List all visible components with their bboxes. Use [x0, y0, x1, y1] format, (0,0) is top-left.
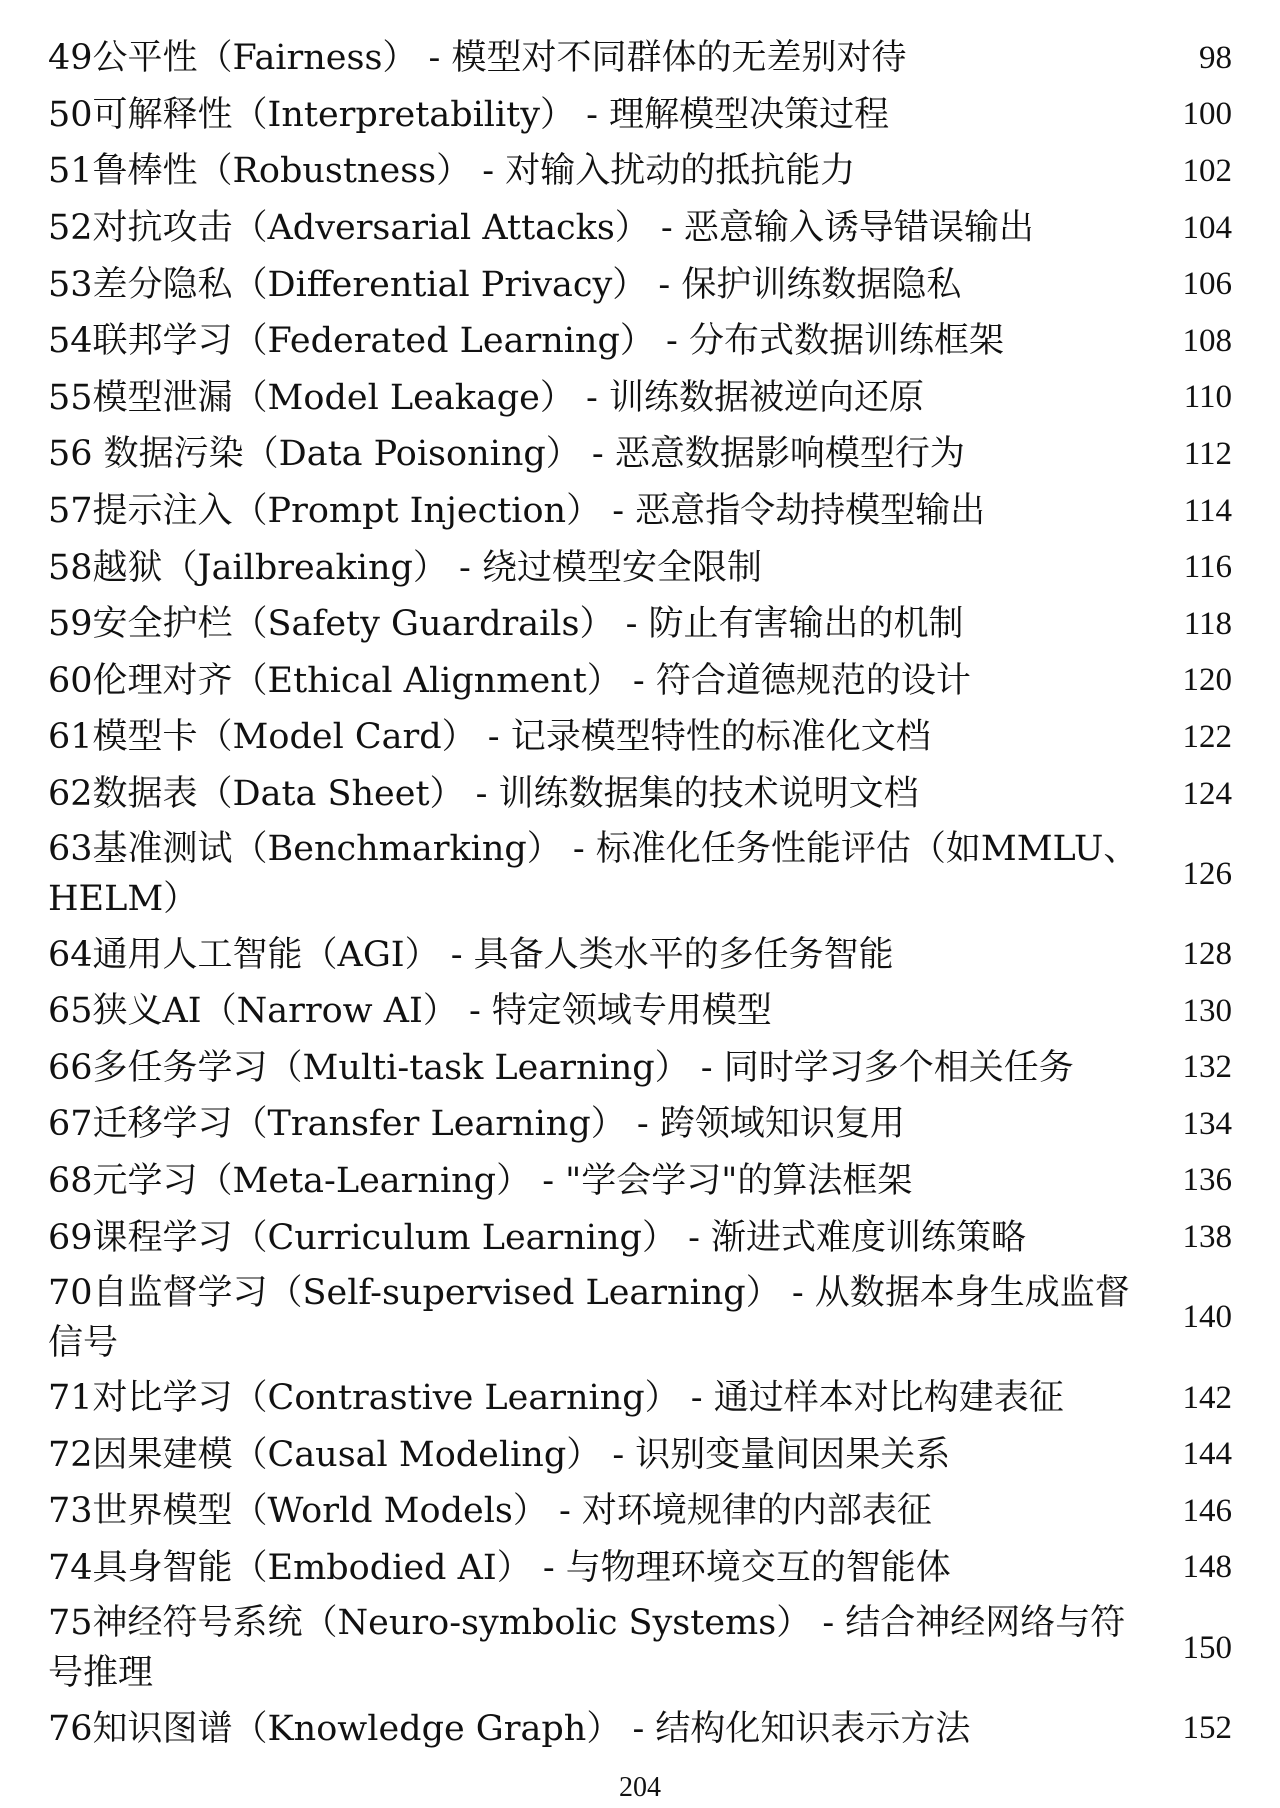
toc-entry-text: 68元学习（Meta-Learning） - "学会学习"的算法框架	[48, 1160, 913, 1201]
toc-entry-text: 66多任务学习（Multi-task Learning） - 同时学习多个相关任务	[48, 1047, 1074, 1088]
toc-entry-text: 76知识图谱（Knowledge Graph） - 结构化知识表示方法	[48, 1708, 971, 1749]
toc-entry-text: 72因果建模（Causal Modeling） - 识别变量间因果关系	[48, 1434, 951, 1475]
toc-entry-page: 100	[1182, 96, 1232, 133]
toc-entry	[48, 822, 1232, 926]
toc-entry	[48, 1540, 1232, 1597]
toc-entry-text: 50可解释性（Interpretability） - 理解模型决策过程	[48, 94, 890, 135]
toc-entry-text: 71对比学习（Contrastive Learning） - 通过样本对比构建表征	[48, 1378, 1064, 1419]
toc-entry-page: 138	[1182, 1219, 1232, 1256]
toc-entry-text: 67迁移学习（Transfer Learning） - 跨领域知识复用	[48, 1104, 905, 1145]
toc-entry	[48, 483, 1232, 540]
toc-entry-page: 112	[1183, 435, 1232, 472]
toc-entry-page: 116	[1183, 549, 1232, 586]
toc-entry-text: 55模型泄漏（Model Leakage） - 训练数据被逆向还原	[48, 377, 924, 418]
toc-entry-text: 52对抗攻击（Adversarial Attacks） - 恶意输入诱导错误输出	[48, 208, 1034, 249]
toc-entry-text: 59安全护栏（Safety Guardrails） - 防止有害输出的机制	[48, 604, 964, 645]
toc-entry-text: 53差分隐私（Differential Privacy） - 保护训练数据隐私	[48, 264, 962, 305]
toc-entry	[48, 1153, 1232, 1210]
toc-entry	[48, 1370, 1232, 1427]
toc-entry	[48, 370, 1232, 427]
toc-entry-text: 69课程学习（Curriculum Learning） - 渐进式难度训练策略	[48, 1217, 1027, 1258]
toc-entry	[48, 1040, 1232, 1097]
toc-entry-page: 128	[1182, 936, 1232, 973]
toc-entry-page: 144	[1182, 1436, 1232, 1473]
toc-entry-page: 152	[1182, 1710, 1232, 1747]
toc-entry-text: 62数据表（Data Sheet） - 训练数据集的技术说明文档	[48, 774, 919, 815]
toc-entry-page: 132	[1182, 1049, 1232, 1086]
toc-entry	[48, 539, 1232, 596]
toc-entry	[48, 143, 1232, 200]
toc-entry	[48, 983, 1232, 1040]
toc-entry-page: 146	[1182, 1492, 1232, 1529]
toc-entry	[48, 200, 1232, 257]
page-number: 204	[619, 1772, 661, 1803]
toc-entry	[48, 709, 1232, 766]
toc-entry-text: 64通用人工智能（AGI） - 具备人类水平的多任务智能	[48, 934, 894, 975]
toc-entry-text: 73世界模型（World Models） - 对环境规律的内部表征	[48, 1491, 932, 1532]
toc-entry-page: 122	[1182, 718, 1232, 755]
toc-entry-page: 108	[1182, 322, 1232, 359]
toc-entry-page: 110	[1183, 379, 1232, 416]
toc-entry	[48, 1483, 1232, 1540]
toc-entry-page: 134	[1182, 1105, 1232, 1142]
toc-entry	[48, 1596, 1232, 1700]
toc-entry-page: 114	[1183, 492, 1232, 529]
toc-entry	[48, 596, 1232, 653]
toc-entry-text: 57提示注入（Prompt Injection） - 恶意指令劫持模型输出	[48, 491, 986, 532]
toc-entry-text: 51鲁棒性（Robustness） - 对输入扰动的抵抗能力	[48, 151, 856, 192]
toc-entry-text: 65狭义AI（Narrow AI） - 特定领域专用模型	[48, 991, 772, 1032]
toc-entry-page: 136	[1182, 1162, 1232, 1199]
toc-entry-page: 98	[1199, 39, 1232, 76]
toc-entry	[48, 1209, 1232, 1266]
toc-entry	[48, 1426, 1232, 1483]
toc-entry	[48, 653, 1232, 710]
toc-entry-page: 126	[1182, 855, 1232, 892]
toc-entry-text: 70自监督学习（Self-supervised Learning） - 从数据本身生成监督信号	[48, 1272, 1130, 1363]
toc-entry-page: 140	[1182, 1299, 1232, 1336]
toc-entry-text: 56 数据污染（Data Poisoning） - 恶意数据影响模型行为	[48, 434, 965, 475]
toc-entry	[48, 1266, 1232, 1370]
toc-entry-text: 60伦理对齐（Ethical Alignment） - 符合道德规范的设计	[48, 660, 971, 701]
toc-entry	[48, 1700, 1232, 1757]
toc-entry-text: 63基准测试（Benchmarking） - 标准化任务性能评估（如MMLU、HELM）	[48, 829, 1139, 920]
toc-entry-page: 102	[1182, 152, 1232, 189]
toc-entry-page: 124	[1182, 775, 1232, 812]
toc-entry	[48, 1096, 1232, 1153]
toc-entry-text: 58越狱（Jailbreaking） - 绕过模型安全限制	[48, 547, 762, 588]
table-of-contents	[48, 30, 1232, 1757]
toc-entry	[48, 30, 1232, 87]
toc-entry	[48, 313, 1232, 370]
toc-entry-page: 150	[1182, 1629, 1232, 1666]
toc-entry-page: 104	[1182, 209, 1232, 246]
toc-entry-page: 130	[1182, 992, 1232, 1029]
toc-entry-text: 74具身智能（Embodied AI） - 与物理环境交互的智能体	[48, 1547, 951, 1588]
toc-entry-text: 54联邦学习（Federated Learning） - 分布式数据训练框架	[48, 321, 1004, 362]
toc-entry	[48, 926, 1232, 983]
toc-entry-page: 148	[1182, 1549, 1232, 1586]
toc-entry	[48, 766, 1232, 823]
toc-entry	[48, 426, 1232, 483]
toc-entry-text: 61模型卡（Model Card） - 记录模型特性的标准化文档	[48, 717, 931, 758]
toc-entry-text: 75神经符号系统（Neuro-symbolic Systems） - 结合神经网络与符号推理	[48, 1603, 1126, 1694]
toc-entry	[48, 87, 1232, 144]
toc-entry	[48, 256, 1232, 313]
toc-entry-page: 120	[1182, 662, 1232, 699]
toc-entry-text: 49公平性（Fairness） - 模型对不同群体的无差别对待	[48, 38, 907, 79]
toc-entry-page: 106	[1182, 266, 1232, 303]
toc-entry-page: 118	[1183, 605, 1232, 642]
toc-entry-page: 142	[1182, 1379, 1232, 1416]
